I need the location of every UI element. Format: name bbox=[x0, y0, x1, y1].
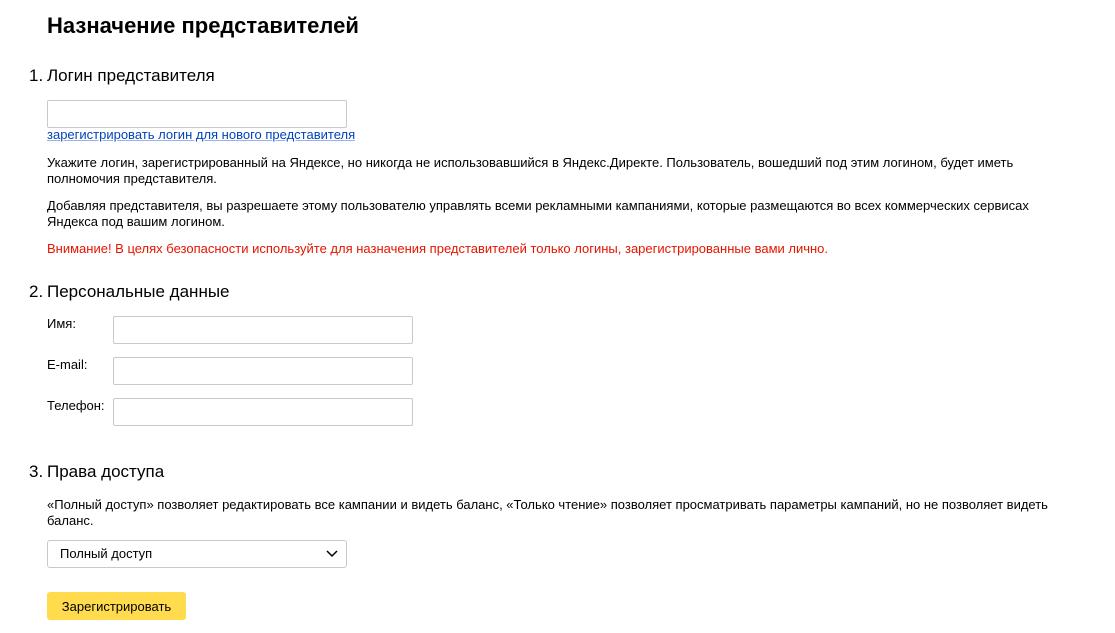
name-label: Имя: bbox=[47, 316, 76, 331]
register-button[interactable]: Зарегистрировать bbox=[47, 592, 186, 620]
email-input[interactable] bbox=[113, 357, 413, 385]
security-warning: Внимание! В целях безопасности используйте для назначения представителей только логины, зарегистрированные вами лично. bbox=[47, 241, 829, 256]
access-level-select[interactable] bbox=[47, 540, 347, 568]
personal-section-title: Персональные данные bbox=[47, 282, 230, 301]
access-section-title: Права доступа bbox=[47, 462, 165, 481]
personal-section-number: 2. bbox=[29, 282, 44, 301]
access-section-heading bbox=[29, 461, 165, 483]
page-title: Назначение представителей bbox=[47, 13, 359, 38]
chevron-down-icon bbox=[326, 549, 338, 559]
consent-text: Добавляя представителя, вы разрешаете этому пользователю управлять всеми рекламными кампаниями, которые размещаются во всех коммерческих сервисах Яндекса под вашим логином. bbox=[47, 198, 1029, 229]
name-input[interactable] bbox=[113, 316, 413, 344]
login-section-heading bbox=[29, 65, 215, 87]
phone-label: Телефон: bbox=[47, 398, 105, 413]
register-new-login-link[interactable]: зарегистрировать логин для нового представителя bbox=[47, 127, 356, 142]
personal-section-heading bbox=[29, 281, 230, 303]
login-hint: Укажите логин, зарегистрированный на Яндексе, но никогда не использовавшийся в Яндекс.Директе. Пользователь, вошедший под этим логином, будет иметь полномочия представителя. bbox=[47, 155, 1014, 186]
access-section-number: 3. bbox=[29, 462, 44, 481]
login-input[interactable] bbox=[47, 100, 347, 128]
login-section-number: 1. bbox=[29, 66, 44, 85]
login-section-title: Логин представителя bbox=[47, 66, 215, 85]
access-description: «Полный доступ» позволяет редактировать все кампании и видеть баланс, «Только чтение» позволяет просматривать параметры кампаний, но не позволяет видеть баланс. bbox=[47, 497, 1048, 528]
access-level-selected: Полный доступ bbox=[60, 546, 153, 561]
email-label: E-mail: bbox=[47, 357, 88, 372]
phone-input[interactable] bbox=[113, 398, 413, 426]
